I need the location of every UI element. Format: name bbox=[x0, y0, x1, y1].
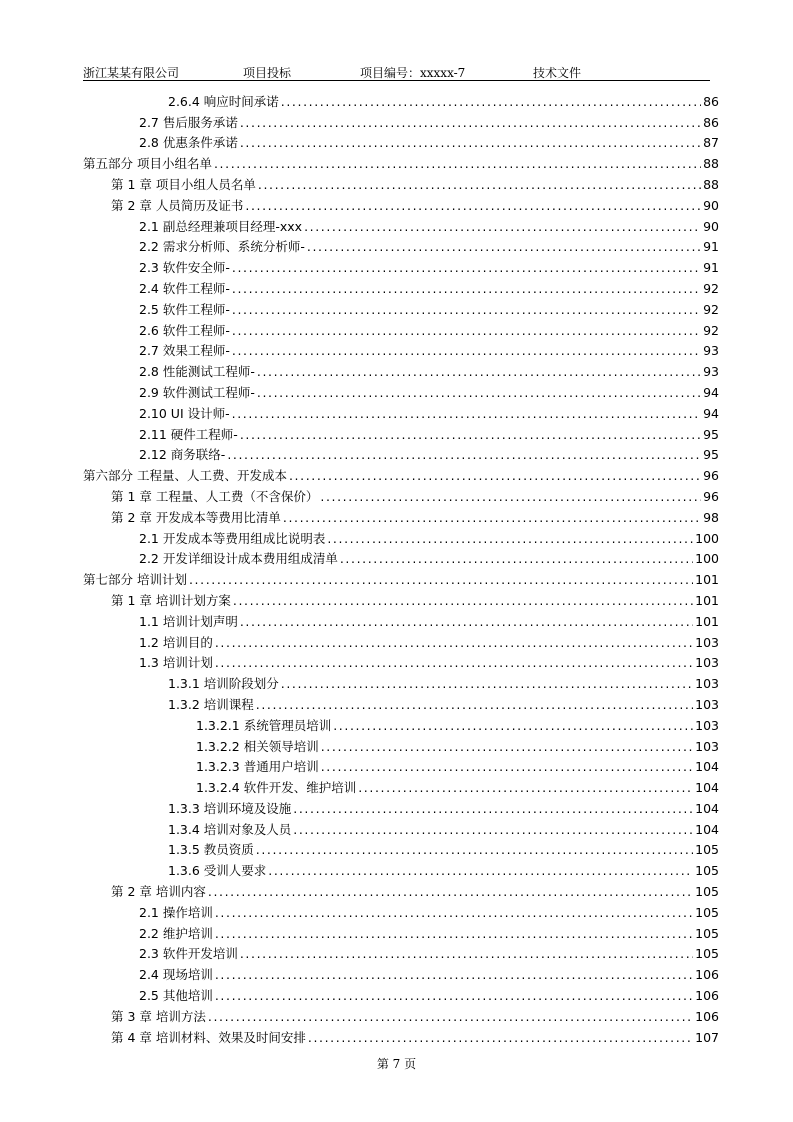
toc-leader-dots bbox=[293, 822, 693, 838]
toc-entry-page: 90 bbox=[703, 197, 719, 213]
toc-entry[interactable] bbox=[83, 983, 719, 1004]
toc-entry-page: 100 bbox=[695, 551, 719, 567]
toc-leader-dots bbox=[283, 510, 701, 526]
toc-entry[interactable] bbox=[83, 151, 719, 172]
toc-leader-dots bbox=[232, 260, 701, 276]
toc-entry-page: 92 bbox=[703, 280, 719, 296]
toc-entry-title: 1.3.2.4 软件开发、维护培训 bbox=[196, 780, 357, 796]
toc-entry-page: 103 bbox=[695, 676, 719, 692]
toc-leader-dots bbox=[240, 614, 693, 630]
toc-entry[interactable] bbox=[83, 339, 719, 360]
toc-leader-dots bbox=[245, 198, 701, 214]
toc-entry-title: 2.12 商务联络- bbox=[139, 447, 226, 463]
toc-entry-title: 2.6.4 响应时间承诺 bbox=[168, 93, 279, 109]
toc-entry-page: 96 bbox=[703, 468, 719, 484]
toc-entry[interactable] bbox=[83, 671, 719, 692]
toc-entry-title: 1.3.2.3 普通用户培训 bbox=[196, 759, 319, 775]
toc-entry-page: 90 bbox=[703, 218, 719, 234]
toc-entry-title: 2.2 需求分析师、系统分析师- bbox=[139, 239, 305, 255]
toc-entry[interactable] bbox=[83, 588, 719, 609]
toc-entry-title: 2.8 性能测试工程师- bbox=[139, 364, 255, 380]
toc-entry-page: 105 bbox=[695, 946, 719, 962]
toc-entry-title: 2.8 优惠条件承诺 bbox=[139, 135, 238, 151]
toc-leader-dots bbox=[232, 343, 701, 359]
toc-leader-dots bbox=[327, 531, 693, 547]
toc-entry-title: 2.1 开发成本等费用组成比说明表 bbox=[139, 530, 326, 546]
header-doc-type: 技术文件 bbox=[533, 66, 582, 80]
toc-entry-title: 第 2 章 人员简历及证书 bbox=[111, 197, 244, 213]
toc-entry[interactable] bbox=[83, 942, 719, 963]
toc-entry-page: 101 bbox=[695, 572, 719, 588]
toc-entry[interactable] bbox=[83, 609, 719, 630]
header-company: 浙江某某有限公司 bbox=[83, 66, 180, 80]
toc-leader-dots bbox=[240, 115, 701, 131]
toc-entry-title: 第 1 章 项目小组人员名单 bbox=[111, 176, 256, 192]
toc-entry-title: 1.3.2.2 相关领导培训 bbox=[196, 738, 319, 754]
toc-leader-dots bbox=[307, 239, 701, 255]
toc-entry-page: 94 bbox=[703, 405, 719, 421]
toc-leader-dots bbox=[258, 177, 701, 193]
toc-entry-title: 1.3.2.1 系统管理员培训 bbox=[196, 717, 332, 733]
toc-entry[interactable] bbox=[83, 962, 719, 983]
toc-entry-page: 105 bbox=[695, 842, 719, 858]
toc-entry-title: 2.7 售后服务承诺 bbox=[139, 114, 238, 130]
toc-entry-page: 106 bbox=[695, 1008, 719, 1024]
toc-leader-dots bbox=[333, 718, 693, 734]
toc-entry[interactable] bbox=[83, 463, 719, 484]
toc-entry[interactable] bbox=[83, 796, 719, 817]
toc-entry[interactable] bbox=[83, 443, 719, 464]
toc-entry[interactable] bbox=[83, 505, 719, 526]
toc-entry-page: 94 bbox=[703, 384, 719, 400]
toc-leader-dots bbox=[215, 635, 693, 651]
toc-entry-page: 91 bbox=[703, 239, 719, 255]
toc-entry-title: 2.7 效果工程师- bbox=[139, 343, 230, 359]
toc-entry[interactable] bbox=[83, 1004, 719, 1025]
toc-leader-dots bbox=[232, 323, 701, 339]
table-of-contents bbox=[83, 89, 719, 1046]
toc-entry-page: 95 bbox=[703, 447, 719, 463]
toc-leader-dots bbox=[208, 884, 693, 900]
toc-leader-dots bbox=[215, 967, 693, 983]
toc-leader-dots bbox=[320, 489, 701, 505]
toc-entry[interactable] bbox=[83, 318, 719, 339]
toc-entry[interactable] bbox=[83, 110, 719, 131]
toc-entry[interactable] bbox=[83, 131, 719, 152]
toc-entry-title: 第 2 章 开发成本等费用比清单 bbox=[111, 509, 281, 525]
toc-entry-title: 1.3.6 受训人要求 bbox=[168, 863, 267, 879]
toc-leader-dots bbox=[268, 863, 693, 879]
toc-leader-dots bbox=[321, 759, 693, 775]
toc-entry-page: 88 bbox=[703, 156, 719, 172]
toc-entry-page: 104 bbox=[695, 780, 719, 796]
toc-entry-title: 1.3.2 培训课程 bbox=[168, 696, 254, 712]
toc-entry-page: 88 bbox=[703, 176, 719, 192]
toc-leader-dots bbox=[189, 572, 693, 588]
toc-leader-dots bbox=[232, 281, 701, 297]
toc-entry[interactable] bbox=[83, 900, 719, 921]
toc-entry[interactable] bbox=[83, 359, 719, 380]
toc-leader-dots bbox=[232, 302, 701, 318]
toc-leader-dots bbox=[257, 385, 701, 401]
toc-entry-title: 2.1 操作培训 bbox=[139, 904, 213, 920]
toc-leader-dots bbox=[304, 219, 701, 235]
toc-entry-page: 92 bbox=[703, 322, 719, 338]
toc-entry-page: 105 bbox=[695, 925, 719, 941]
toc-entry[interactable] bbox=[83, 401, 719, 422]
toc-entry[interactable] bbox=[83, 422, 719, 443]
toc-entry-title: 第 1 章 工程量、人工费（不含保价） bbox=[111, 488, 319, 504]
toc-entry-page: 87 bbox=[703, 135, 719, 151]
toc-entry-title: 第 2 章 培训内容 bbox=[111, 884, 206, 900]
toc-entry-page: 103 bbox=[695, 634, 719, 650]
toc-leader-dots bbox=[281, 94, 701, 110]
toc-entry-title: 2.2 开发详细设计成本费用组成清单 bbox=[139, 551, 338, 567]
toc-leader-dots bbox=[289, 468, 701, 484]
toc-entry-title: 2.9 软件测试工程师- bbox=[139, 384, 255, 400]
toc-entry[interactable] bbox=[83, 879, 719, 900]
toc-entry[interactable] bbox=[83, 255, 719, 276]
toc-leader-dots bbox=[240, 427, 701, 443]
toc-entry[interactable] bbox=[83, 817, 719, 838]
toc-entry-title: 2.4 软件工程师- bbox=[139, 280, 230, 296]
toc-entry-title: 1.3.5 教员资质 bbox=[168, 842, 254, 858]
toc-entry-title: 第 4 章 培训材料、效果及时间安排 bbox=[111, 1029, 306, 1045]
toc-entry-title: 2.5 其他培训 bbox=[139, 988, 213, 1004]
toc-entry-page: 106 bbox=[695, 967, 719, 983]
toc-entry-page: 105 bbox=[695, 884, 719, 900]
toc-entry-title: 2.2 维护培训 bbox=[139, 925, 213, 941]
toc-leader-dots bbox=[233, 593, 693, 609]
page-header bbox=[83, 60, 710, 81]
toc-entry-page: 105 bbox=[695, 904, 719, 920]
toc-entry[interactable] bbox=[83, 380, 719, 401]
header-bid: 项目投标 bbox=[243, 66, 292, 80]
toc-entry[interactable] bbox=[83, 734, 719, 755]
toc-leader-dots bbox=[256, 697, 693, 713]
toc-entry-page: 104 bbox=[695, 821, 719, 837]
toc-leader-dots bbox=[215, 926, 693, 942]
toc-entry[interactable] bbox=[83, 526, 719, 547]
toc-entry[interactable] bbox=[83, 775, 719, 796]
toc-entry-title: 2.5 软件工程师- bbox=[139, 301, 230, 317]
toc-entry-title: 第七部分 培训计划 bbox=[83, 572, 187, 588]
toc-entry-title: 第 1 章 培训计划方案 bbox=[111, 592, 231, 608]
toc-entry[interactable] bbox=[83, 547, 719, 568]
toc-entry[interactable] bbox=[83, 297, 719, 318]
toc-entry-title: 1.3 培训计划 bbox=[139, 655, 213, 671]
toc-entry-title: 第 3 章 培训方法 bbox=[111, 1008, 206, 1024]
toc-entry-title: 1.1 培训计划声明 bbox=[139, 613, 238, 629]
toc-entry-title: 1.3.1 培训阶段划分 bbox=[168, 676, 279, 692]
toc-entry[interactable] bbox=[83, 193, 719, 214]
page-footer bbox=[0, 1055, 793, 1072]
toc-leader-dots bbox=[281, 676, 693, 692]
toc-entry[interactable] bbox=[83, 755, 719, 776]
toc-entry-title: 2.6 软件工程师- bbox=[139, 322, 230, 338]
toc-leader-dots bbox=[256, 842, 693, 858]
toc-entry-page: 106 bbox=[695, 988, 719, 1004]
toc-entry-title: 2.11 硬件工程师- bbox=[139, 426, 238, 442]
toc-leader-dots bbox=[208, 1009, 693, 1025]
toc-leader-dots bbox=[358, 780, 693, 796]
toc-entry-page: 93 bbox=[703, 364, 719, 380]
toc-entry-page: 91 bbox=[703, 260, 719, 276]
toc-entry-title: 第六部分 工程量、人工费、开发成本 bbox=[83, 468, 287, 484]
toc-entry[interactable] bbox=[83, 89, 719, 110]
toc-entry[interactable] bbox=[83, 276, 719, 297]
toc-entry-page: 93 bbox=[703, 343, 719, 359]
toc-entry-page: 92 bbox=[703, 301, 719, 317]
toc-entry-title: 2.4 现场培训 bbox=[139, 967, 213, 983]
header-project-no: 项目编号：xxxxx-7 bbox=[360, 66, 466, 80]
toc-entry-page: 86 bbox=[703, 93, 719, 109]
toc-leader-dots bbox=[257, 364, 701, 380]
toc-leader-dots bbox=[293, 801, 693, 817]
toc-entry-page: 100 bbox=[695, 530, 719, 546]
toc-entry-page: 103 bbox=[695, 717, 719, 733]
toc-entry-title: 2.10 UI 设计师- bbox=[139, 405, 230, 421]
toc-entry-title: 第五部分 项目小组名单 bbox=[83, 156, 212, 172]
toc-leader-dots bbox=[321, 739, 693, 755]
toc-entry-page: 103 bbox=[695, 655, 719, 671]
toc-leader-dots bbox=[227, 447, 701, 463]
toc-entry[interactable] bbox=[83, 858, 719, 879]
toc-leader-dots bbox=[232, 406, 701, 422]
toc-leader-dots bbox=[240, 946, 693, 962]
toc-entry[interactable] bbox=[83, 921, 719, 942]
toc-entry[interactable] bbox=[83, 567, 719, 588]
toc-entry-title: 1.3.4 培训对象及人员 bbox=[168, 821, 292, 837]
toc-entry-title: 1.3.3 培训环境及设施 bbox=[168, 800, 292, 816]
toc-entry-page: 103 bbox=[695, 696, 719, 712]
toc-leader-dots bbox=[215, 988, 693, 1004]
toc-entry[interactable] bbox=[83, 838, 719, 859]
toc-entry-title: 2.3 软件开发培训 bbox=[139, 946, 238, 962]
toc-entry-page: 101 bbox=[695, 592, 719, 608]
page-number: 第 7 页 bbox=[376, 1057, 417, 1071]
toc-leader-dots bbox=[308, 1030, 693, 1046]
toc-entry-page: 98 bbox=[703, 509, 719, 525]
toc-entry[interactable] bbox=[83, 1025, 719, 1046]
toc-entry-page: 95 bbox=[703, 426, 719, 442]
toc-entry-page: 103 bbox=[695, 738, 719, 754]
toc-entry-page: 96 bbox=[703, 488, 719, 504]
toc-entry-page: 104 bbox=[695, 759, 719, 775]
toc-entry[interactable] bbox=[83, 651, 719, 672]
toc-entry-page: 104 bbox=[695, 800, 719, 816]
toc-entry[interactable] bbox=[83, 713, 719, 734]
toc-entry-page: 86 bbox=[703, 114, 719, 130]
toc-leader-dots bbox=[240, 135, 701, 151]
toc-entry-page: 105 bbox=[695, 863, 719, 879]
toc-leader-dots bbox=[215, 905, 693, 921]
toc-entry[interactable] bbox=[83, 692, 719, 713]
toc-entry-title: 2.3 软件安全师- bbox=[139, 260, 230, 276]
toc-entry[interactable] bbox=[83, 172, 719, 193]
toc-entry[interactable] bbox=[83, 484, 719, 505]
toc-leader-dots bbox=[340, 551, 693, 567]
toc-leader-dots bbox=[214, 156, 701, 172]
toc-entry-page: 107 bbox=[695, 1029, 719, 1045]
toc-entry-title: 2.1 副总经理兼项目经理-xxx bbox=[139, 218, 303, 234]
toc-entry-page: 101 bbox=[695, 613, 719, 629]
toc-entry[interactable] bbox=[83, 214, 719, 235]
toc-leader-dots bbox=[215, 655, 693, 671]
toc-entry[interactable] bbox=[83, 235, 719, 256]
toc-entry[interactable] bbox=[83, 630, 719, 651]
toc-entry-title: 1.2 培训目的 bbox=[139, 634, 213, 650]
